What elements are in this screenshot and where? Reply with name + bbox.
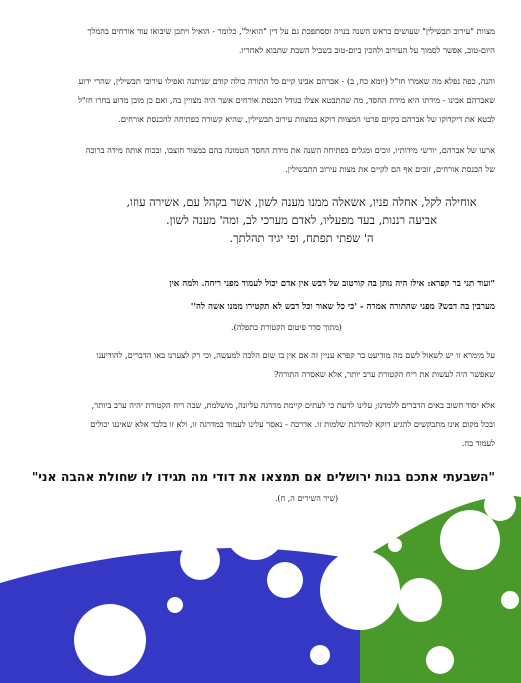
quote-source: (מתוך סדר פיטום הקטורת בתפלה). <box>231 323 342 332</box>
paragraph-2: והנה, כפה נפלא מה שאמרו חז"ל (יומא כח, ב) - אברהם אבינו קיים כל התורה כולה קודם שניתנה ואפילו עירובי תבשילין, שהרי ידוע שאברהם אבינו - מידתו היא מידת החסד, מה שהתבטא אצלו בגודל הכנסת אורחים אשר היה מצויין בה, ואם כן מובן מדוע בחרו חז"ל לבטא את דיקדוקו של אברהם בקיום פרטי המצוות דוקא במצוות עירוב תבשילין, שהיא קשורה בפתיחה להכנסת אורחים. <box>78 76 495 124</box>
song-verse: "השבעתי אתכם בנות ירושלים אם תמצאו את דודי מה תגידו לו שחולת אהבה אני" <box>31 469 495 484</box>
blue-wave <box>0 548 360 683</box>
paragraph-5: אלא יסוד חשוב באים הדברים ללמדנו; עלינו לדעת כי לעתים קיימת מדרגה עליונה, מושלמת, שבה ריח הקטורת יהיה ערב ביותר, ובכל מקום אינו מתבקשים להגיע דוקא למדרגת שלמות זו. אדרבה - נאסר עלינו לעמוד במדרגה זו, ולא זו בלבד אלא שאיננו יכולים לעמוד בה. <box>90 400 495 448</box>
paragraph-4: על מימרא זו יש לשאול לשם מה מודיעט בר קפרא עניין זה אם אין בו שום הלכה למעשה, וכי רק לצערנו באו הדברים, להודיענו שאפשר היה לעשות את ריח הקטורת ערב יותר, אלא שאסרה התורה? <box>96 350 495 379</box>
poem-line-2: אביעה רננות, בעד מפעליו, לאדם מערכי לב, ומה' מענה לשון. <box>166 213 437 227</box>
poem-line-3: ה' שפתי תפתח, ופי יגיד תהלתך. <box>229 231 374 245</box>
poem-line-1: אוחילה לקל, אחלה פניו, אשאלה ממנו מענה לשון, אשר בקהל עם, אשירה עוזו, <box>126 195 477 209</box>
song-source: (שיר השירים ה, ח). <box>274 494 339 503</box>
quote-line-2: מערבין בה דבש? מפני שהתורה אמרה - 'כי כל שאור וכל דבש לא תקטירו ממנו אשה לה'' <box>190 302 495 312</box>
paragraph-1: מצוות "עירוב תבשילין" שעושים בראש השנה בנויה וססתפכת גם על דין "הואיל", כלומר - הואיל ויתכן שיבואו עוד אורחים בהמלך היום-טוב, אפשר לסמוך על העירוב ולהכין ביום-טוב בשביל השבת שתבוא לאחריו. <box>87 26 495 55</box>
quote-line-1: "ועוד תני בר קפרא: אילו היה נותן בה קורטוב של דבש אין אדם יכול לעמוד מפני ריחה. ולמה אין <box>169 279 495 289</box>
paragraph-3: ארעו של אברהם, יורשי מידותיו, זוכים ומגלים בפתיחה השנה את מידת החסד הטמונה בהם במצור חוצבו, ובכוח אותה מידה ברוכה של הכנסת אורחים, זוכים אף הם לקיים את מצות עירוב התבשילין. <box>85 145 495 174</box>
